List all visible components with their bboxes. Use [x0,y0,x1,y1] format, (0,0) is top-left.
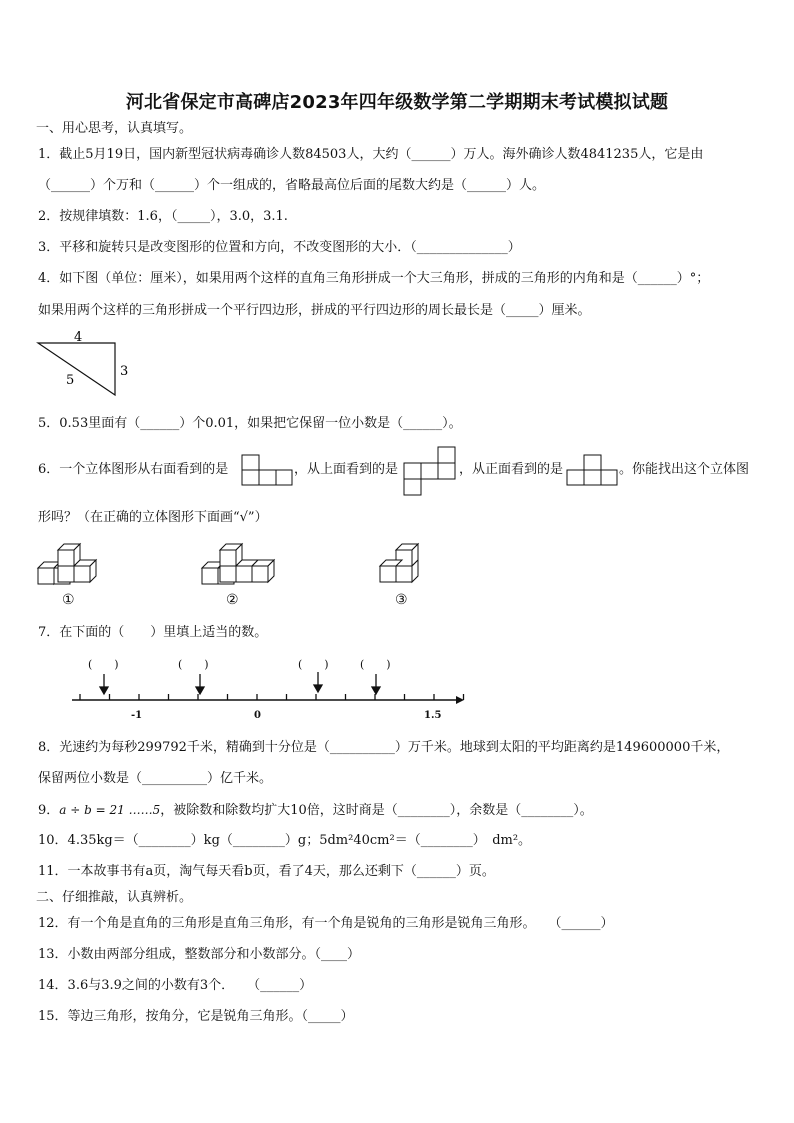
question-1-line-1: 1．截止5月19日，国内新型冠状病毒确诊人数84503人，大约（______）万人。海外确诊人数4841235人，它是由 [38,147,704,162]
option-label-1: ① [62,592,75,608]
section-1-heading: 一、用心思考，认真填写。 [36,121,193,136]
question-11: 11．一本故事书有a页，淘气每天看b页，看了4天，那么还剩下（______）页。 [38,864,495,879]
right-view-figure [241,454,293,486]
triangle-hypotenuse-label: 5 [66,373,75,388]
number-line-blank-3: ( ) [298,658,329,671]
question-13: 13．小数由两部分组成，整数部分和小数部分。（____） [38,947,361,962]
tick-label-1-5: 1.5 [424,710,442,721]
tick-label-0: 0 [254,710,261,721]
question-8-line-1: 8．光速约为每秒299792千米，精确到十分位是（__________）万千米。地球到太阳的平均距离约是149600000千米， [38,740,730,755]
question-6-text-4: 。你能找出这个立体图 [619,462,750,477]
solid-option-3 [376,538,426,588]
question-4-line-2: 如果用两个这样的三角形拼成一个平行四边形，拼成的平行四边形的周长最长是（_____）厘米。 [38,303,591,318]
triangle-shape [38,343,115,395]
question-9-number: 9． [38,803,60,818]
question-9-expression: a ÷ b = 21 ……5 [59,803,161,817]
question-12: 12．有一个角是直角的三角形是直角三角形，有一个角是锐角的三角形是锐角三角形。 （______） [38,916,614,931]
question-2: 2．按规律填数：1.6，（_____），3.0，3.1. [38,209,288,224]
section-2-heading: 二、仔细推敲，认真辨析。 [36,890,193,905]
number-line-blank-2: ( ) [178,658,209,671]
question-7: 7．在下面的（ ）里填上适当的数。 [38,625,268,640]
question-10: 10．4.35kg＝（________）kg（________）g；5dm²40cm²＝（________） dm²。 [38,833,532,848]
question-15: 15．等边三角形，按角分，它是锐角三角形。（_____） [38,1009,354,1024]
question-1-line-2: （______）个万和（______）个一组成的，省略最高位后面的尾数大约是（______）人。 [38,178,546,193]
page-title: 河北省保定市高碑店2023年四年级数学第二学期期末考试模拟试题 [125,92,669,113]
question-6-line-2: 形吗？（在正确的立体图形下面画“√”） [38,510,268,525]
triangle-right-label: 3 [120,364,129,379]
question-6-text-2: ，从上面看到的是 [294,462,399,477]
question-4-line-1: 4．如下图（单位：厘米），如果用两个这样的直角三角形拼成一个大三角形，拼成的三角形的内角和是（______）°； [38,271,710,286]
question-3: 3．平移和旋转只是改变图形的位置和方向，不改变图形的大小．（______________） [38,240,521,255]
number-line-blank-4: ( ) [360,658,391,671]
solid-option-2 [198,538,278,588]
right-triangle-figure [34,330,134,400]
front-view-figure [566,454,618,486]
number-line-blank-1: ( ) [88,658,119,671]
option-label-2: ② [226,592,239,608]
option-label-3: ③ [395,592,408,608]
question-9-text: ，被除数和除数均扩大10倍，这时商是（________），余数是（________）。 [160,803,593,818]
triangle-top-label: 4 [74,330,83,345]
number-line [60,652,470,724]
question-14: 14．3.6与3.9之间的小数有3个． （______） [38,978,313,993]
question-9 [38,802,593,819]
question-5: 5．0.53里面有（______）个0.01，如果把它保留一位小数是（______）。 [38,416,462,431]
question-6-text-3: ，从正面看到的是 [459,462,564,477]
solid-option-1 [34,538,104,588]
tick-label-minus-1: -1 [131,710,143,721]
top-view-figure [403,446,457,496]
question-6-text-1: 6．一个立体图形从右面看到的是 [38,462,229,477]
number-line-arrowhead [456,696,464,704]
question-8-line-2: 保留两位小数是（__________）亿千米。 [38,771,273,786]
